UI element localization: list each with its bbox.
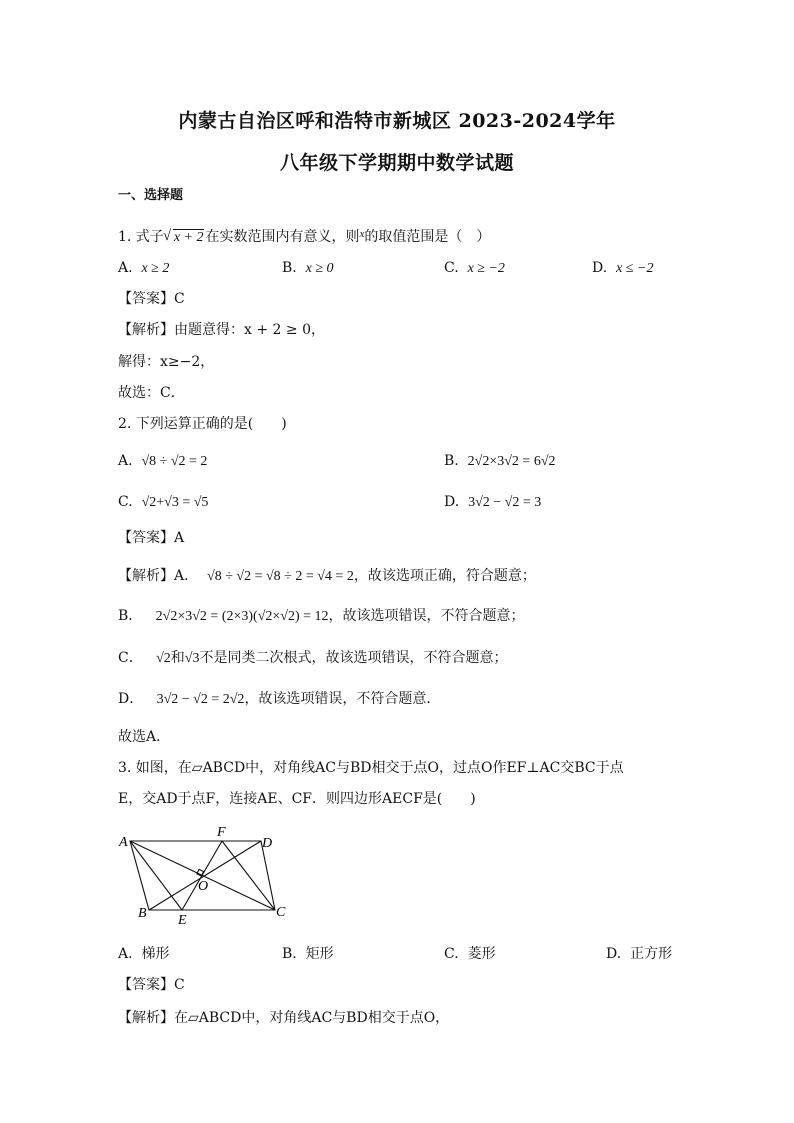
q1-analysis-3: 故选：C． — [118, 385, 185, 401]
label-d: D — [262, 836, 273, 851]
segment-cf — [222, 841, 275, 910]
label-a: A — [119, 835, 128, 850]
parallelogram-figure — [116, 820, 296, 928]
q1-option-b: B. x ≥ 0 — [282, 260, 334, 276]
q2-analysis-a: 【解析】A． √8 ÷ √2 = √8 ÷ 2 = √4 = 2，故该选项正确，符合题意； — [118, 568, 536, 584]
q2-option-b: B. 2√2×3√2 = 6√2 — [444, 453, 556, 469]
q2-analysis-d: D． 3√2 − √2 = 2√2，故该选项错误，不符合题意． — [118, 691, 441, 707]
segment-ae — [130, 841, 182, 910]
q2-conclusion: 故选A． — [118, 729, 171, 745]
q2-option-c: C. √2+√3 = √5 — [118, 494, 209, 510]
diagonal-bd — [149, 841, 261, 910]
section-heading: 一、选择题 — [118, 188, 184, 203]
q3-stem-1: 3. 如图，在▱ABCD中，对角线AC与BD相交于点O，过点O作EF⊥AC交BC于点 — [118, 760, 624, 776]
q3-answer: 【答案】C — [118, 977, 185, 993]
q2-analysis-c: C． √2和√3不是同类二次根式，故该选项错误，不符合题意； — [118, 650, 508, 666]
q1-answer: 【答案】C — [118, 291, 185, 307]
q2-option-d: D. 3√2 − √2 = 3 — [444, 494, 542, 510]
q2-option-a: A. √8 ÷ √2 = 2 — [118, 453, 208, 469]
q3-stem-2: E，交AD于点F，连接AE、CF．则四边形AECF是( ) — [118, 791, 476, 807]
label-b: B — [138, 906, 147, 921]
q3-option-c: C. 菱形 — [444, 946, 496, 962]
doc-title-line1: 内蒙古自治区呼和浩特市新城区 2023-2024学年 — [178, 110, 616, 132]
q3-analysis-1: 【解析】在▱ABCD中，对角线AC与BD相交于点O， — [118, 1010, 450, 1026]
q1-analysis-2: 解得：x≥−2， — [118, 354, 215, 370]
q1-analysis-1: 【解析】由题意得：x + 2 ≥ 0， — [118, 322, 325, 338]
q3-option-d: D. 正方形 — [606, 946, 673, 962]
label-f: F — [217, 825, 226, 840]
q3-option-b: B. 矩形 — [282, 946, 334, 962]
q2-stem: 2. 下列运算正确的是( ) — [118, 416, 287, 432]
q2-answer: 【答案】A — [118, 530, 185, 546]
q2-analysis-b: B． 2√2×3√2 = (2×3)(√2×√2) = 12，故该选项错误，不符合题意； — [118, 608, 525, 624]
q1-suffix: 的取值范围是（ ） — [364, 229, 491, 245]
q1-radical — [164, 228, 205, 248]
q1-option-d: D. x ≤ −2 — [592, 260, 654, 276]
doc-title-line2: 八年级下学期期中数学试题 — [279, 152, 514, 174]
q1-option-a: A. x ≥ 2 — [118, 260, 170, 276]
q1-var: x — [359, 228, 365, 240]
q3-option-a: A. 梯形 — [118, 946, 170, 962]
q1-mid: 在实数范围内有意义，则 — [205, 229, 360, 245]
label-e: E — [178, 913, 187, 928]
label-c: C — [276, 905, 286, 920]
q1-stem — [118, 224, 490, 248]
q1-prefix: 1. 式子 — [118, 229, 164, 245]
q1-option-c: C. x ≥ −2 — [444, 260, 505, 276]
label-o: O — [198, 879, 209, 894]
q1-radicand: x + 2 — [173, 230, 204, 245]
